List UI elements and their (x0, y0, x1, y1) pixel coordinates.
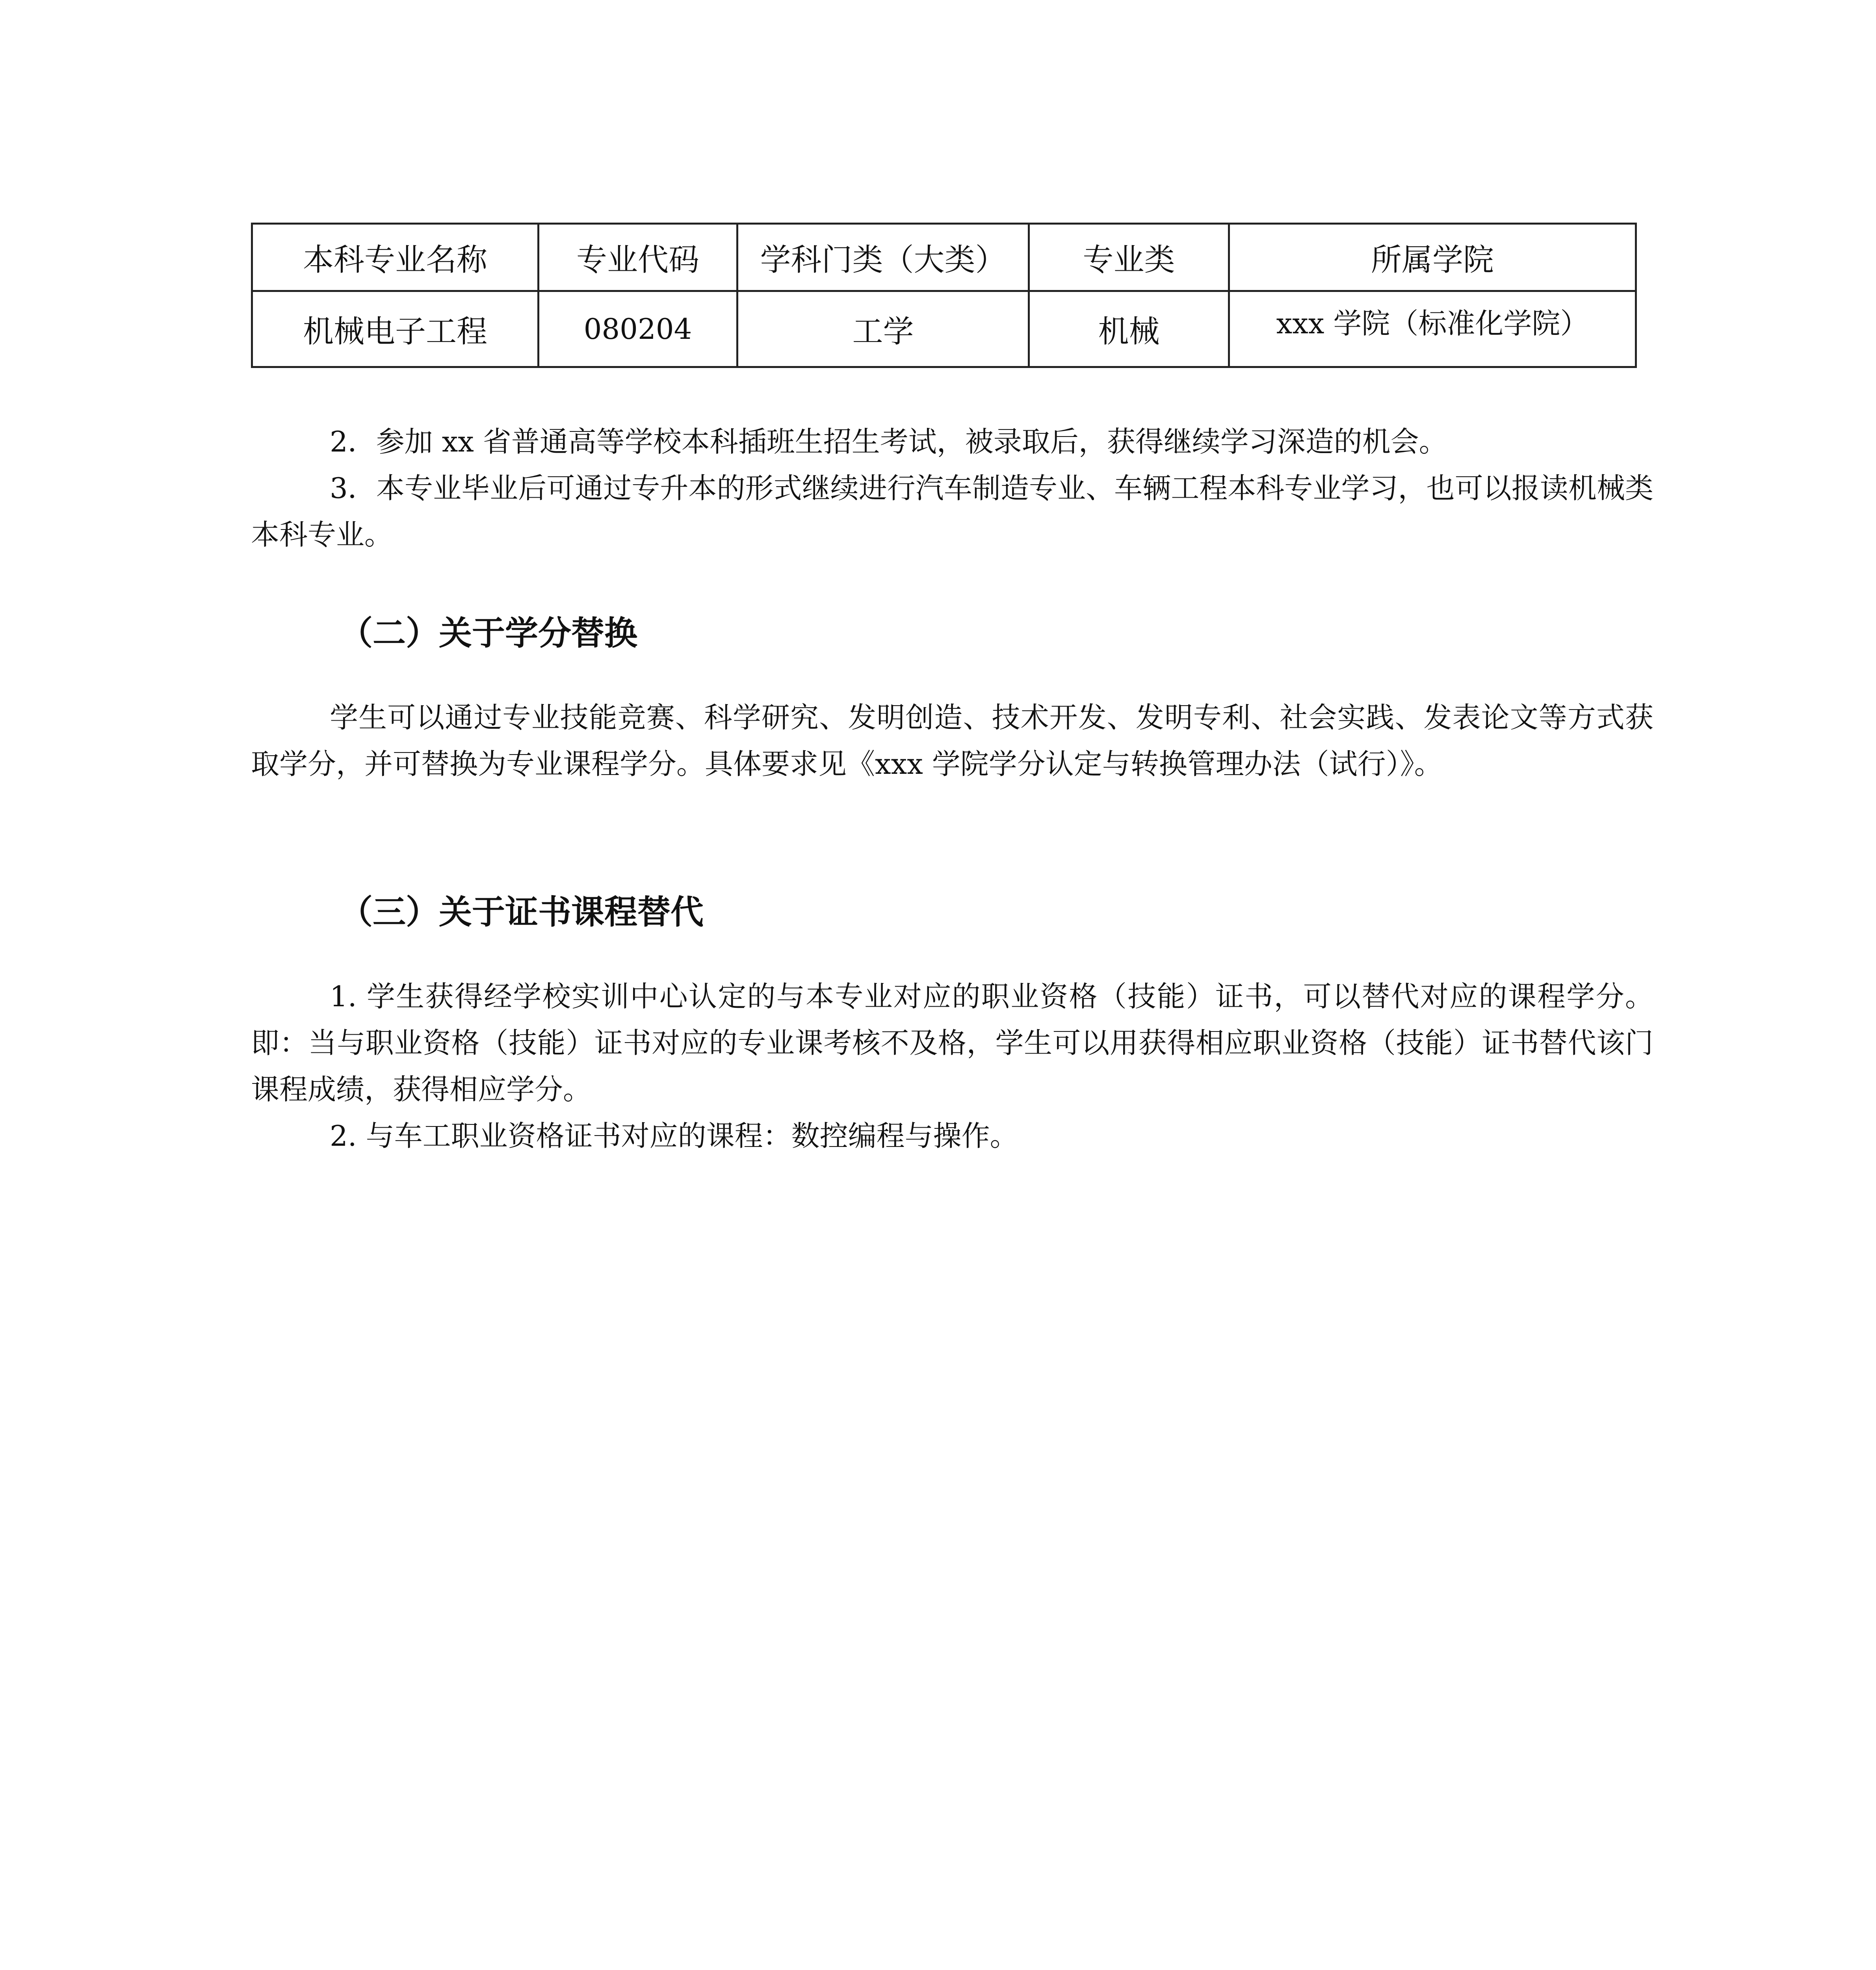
table-header-row (252, 224, 1636, 291)
paragraph-certificate-item-2: 2. 与车工职业资格证书对应的课程：数控编程与操作。 (330, 1119, 1018, 1152)
cell-discipline: 工学 (737, 291, 1029, 367)
cell-major-code: 080204 (539, 291, 737, 367)
header-major-code: 专业代码 (539, 224, 737, 291)
cell-major-class: 机械 (1029, 291, 1229, 367)
header-major-class: 专业类 (1029, 224, 1229, 291)
section-heading-certificate-substitution: （三）关于证书课程替代 (340, 893, 704, 931)
paragraph-credit-replacement: 学生可以通过专业技能竞赛、科学研究、发明创造、技术开发、发明专利、社会实践、发表论文等方式获取学分，并可替换为专业课程学分。具体要求见《xxx 学院学分认定与转换管理办法（试行）》。 (251, 701, 1653, 781)
paragraph-certificate-item-1: 1. 学生获得经学校实训中心认定的与本专业对应的职业资格（技能）证书，可以替代对应的课程学分。即：当与职业资格（技能）证书对应的专业课考核不及格，学生可以用获得相应职业资格（技能）证书替代该门课程成绩，获得相应学分。 (251, 980, 1653, 1106)
paragraph-further-study: 3．本专业毕业后可通过专升本的形式继续进行汽车制造专业、车辆工程本科专业学习，也可以报读机械类本科专业。 (251, 472, 1653, 551)
paragraph-upgrade-exam: 2．参加 xx 省普通高等学校本科插班生招生考试，被录取后，获得继续学习深造的机会。 (330, 425, 1447, 458)
header-major-name: 本科专业名称 (252, 224, 539, 291)
header-discipline: 学科门类（大类） (737, 224, 1029, 291)
cell-college: xxx 学院（标准化学院） (1229, 291, 1636, 367)
major-info-table (251, 223, 1637, 368)
table-row (252, 291, 1636, 367)
header-college: 所属学院 (1229, 224, 1636, 291)
section-heading-credit-replacement: （二）关于学分替换 (340, 614, 638, 652)
cell-major-name: 机械电子工程 (252, 291, 539, 367)
